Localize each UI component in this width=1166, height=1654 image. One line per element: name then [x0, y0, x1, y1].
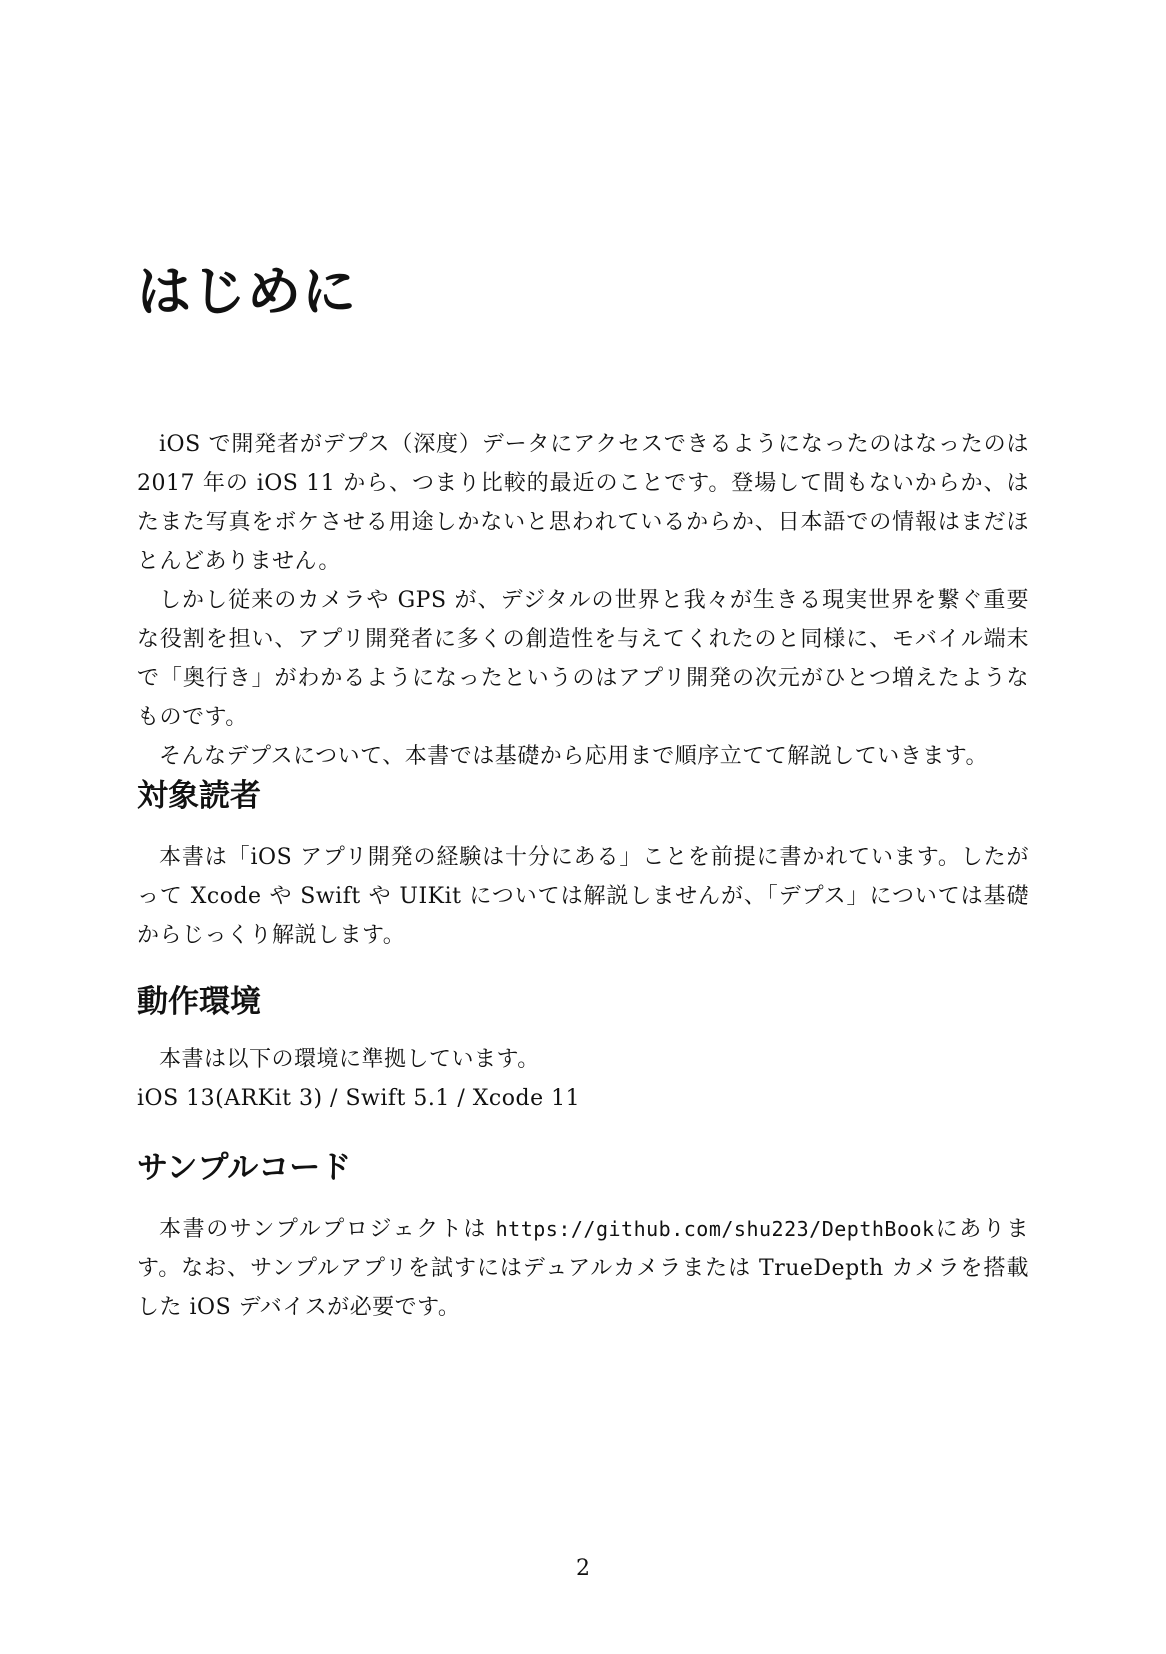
audience-section: [137, 838, 1029, 955]
page-number: 2: [576, 1556, 590, 1581]
sample-code-paragraph: [137, 1210, 1029, 1327]
environment-heading: 動作環境: [137, 984, 261, 1020]
sample-code-text-after: にあります。なお、サンプルアプリを試すにはデュアルカメラまたは TrueDepth カメラを搭載した iOS デバイスが必要です。: [137, 1217, 1029, 1320]
intro-paragraph-1: iOS で開発者がデプス（深度）データにアクセスできるようになったのはなったのは 2017 年の iOS 11 から、つまり比較的最近のことです。登場して間もないからか、はたまた写真をボケさせる用途しかないと思われているからか、日本語での情報はまだほとんどありません。: [137, 432, 1029, 574]
environment-paragraph: 本書は以下の環境に準拠しています。: [159, 1047, 540, 1072]
environment-section: [137, 1040, 1029, 1118]
intro-paragraph-3: そんなデプスについて、本書では基礎から応用まで順序立てて解説していきます。: [159, 744, 988, 769]
audience-paragraph: 本書は「iOS アプリ開発の経験は十分にある」ことを前提に書かれています。したがって Xcode や Swift や UIKit については解説しませんが、「デプス」については基礎からじっくり解説します。: [137, 845, 1029, 948]
sample-code-heading: サンプルコード: [137, 1150, 352, 1186]
chapter-title: はじめに: [137, 260, 357, 323]
sample-code-text-before: 本書のサンプルプロジェクトは: [159, 1217, 496, 1242]
intro-paragraph-2: しかし従来のカメラや GPS が、デジタルの世界と我々が生きる現実世界を繋ぐ重要な役割を担い、アプリ開発者に多くの創造性を与えてくれたのと同様に、モバイル端末で「奥行き」がわかるようになったというのはアプリ開発の次元がひとつ増えたようなものです。: [137, 588, 1029, 730]
audience-heading: 対象読者: [137, 778, 261, 814]
sample-code-section: [137, 1210, 1029, 1327]
sample-code-url[interactable]: https://github.com/shu223/DepthBook: [495, 1217, 935, 1241]
environment-versions: iOS 13(ARKit 3) / Swift 5.1 / Xcode 11: [137, 1086, 581, 1111]
intro-section: [137, 425, 1029, 776]
